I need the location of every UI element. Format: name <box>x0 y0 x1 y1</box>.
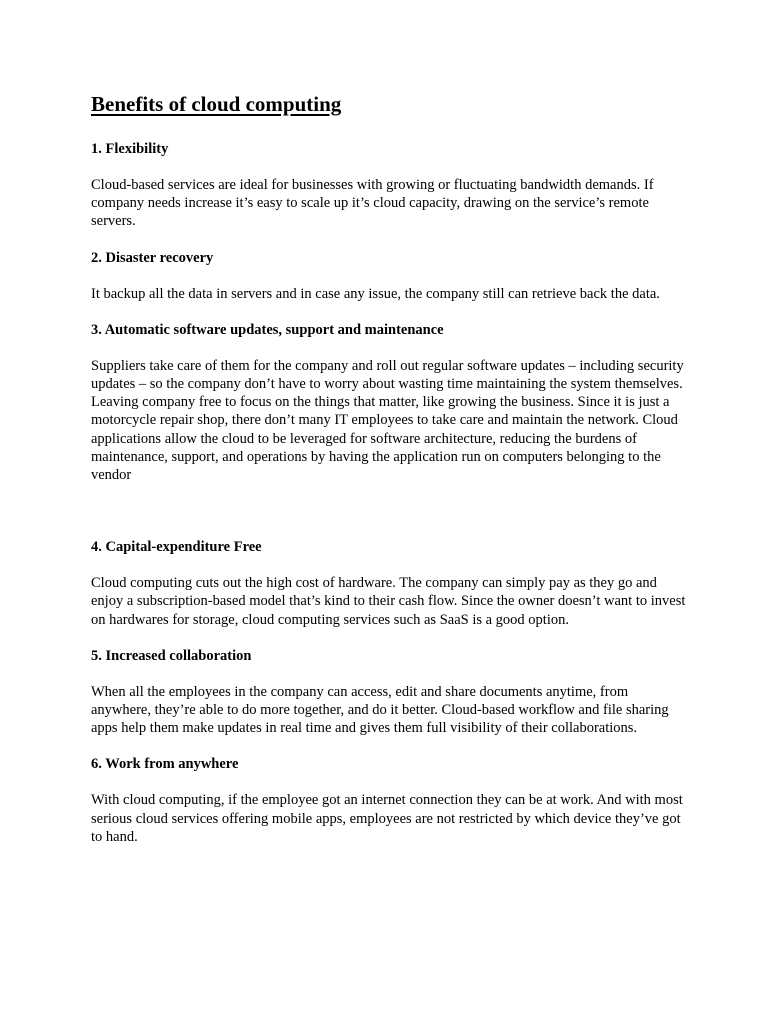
section-heading: 1. Flexibility <box>91 141 169 157</box>
section-heading: 2. Disaster recovery <box>91 249 214 266</box>
section-disaster-recovery <box>91 249 691 303</box>
section-paragraph: Cloud computing cuts out the high cost of hardware. The company can simply pay as they go and enjoy a subscription-based model that’s kind to their cash flow. Since the owner doesn’t want to invest on hardwares for storage, cloud computing services such as SaaS is a good option. <box>91 575 686 628</box>
section-paragraph: With cloud computing, if the employee got an internet connection they can be at work. And with most serious cloud services offering mobile apps, employees are not restricted by which device they’ve got to hand. <box>91 792 683 845</box>
section-heading: 4. Capital-expenditure Free <box>91 539 262 556</box>
section-paragraph: It backup all the data in servers and in case any issue, the company still can retrieve back the data. <box>91 285 660 302</box>
section-heading: 6. Work from anywhere <box>91 756 239 773</box>
section-work-from-anywhere <box>91 755 691 846</box>
section-capital-expenditure <box>91 538 691 629</box>
section-heading: 5. Increased collaboration <box>91 647 252 664</box>
section-automatic-updates <box>91 321 691 484</box>
blank-space <box>91 502 691 538</box>
section-paragraph: Cloud-based services are ideal for businesses with growing or fluctuating bandwidth demands. If company needs increase it’s easy to scale up it’s cloud capacity, drawing on the service’s remote servers. <box>91 177 654 230</box>
section-paragraph: When all the employees in the company can access, edit and share documents anytime, from anywhere, they’re able to do more together, and do it better. Cloud-based workflow and file sharing apps help them make updates in real time and gives them full visibility of their collaborations. <box>91 683 669 737</box>
document-title: Benefits of cloud computing <box>91 92 342 116</box>
section-flexibility <box>91 140 691 231</box>
document-page <box>91 90 691 864</box>
section-heading: 3. Automatic software updates, support and maintenance <box>91 321 444 338</box>
section-increased-collaboration <box>91 647 691 738</box>
section-paragraph: Suppliers take care of them for the company and roll out regular software updates – including security updates – so the company don’t have to worry about wasting time maintaining the system themselves. Leaving company free to focus on the things that matter, like growing the business. Since it is just a motorcycle repair shop, there don’t many IT employees to take care and maintain the network. Cloud applications allow the cloud to be leveraged for software architecture, reducing the burdens of maintenance, support, and operations by having the application run on computers belonging to the vendor <box>91 357 684 484</box>
